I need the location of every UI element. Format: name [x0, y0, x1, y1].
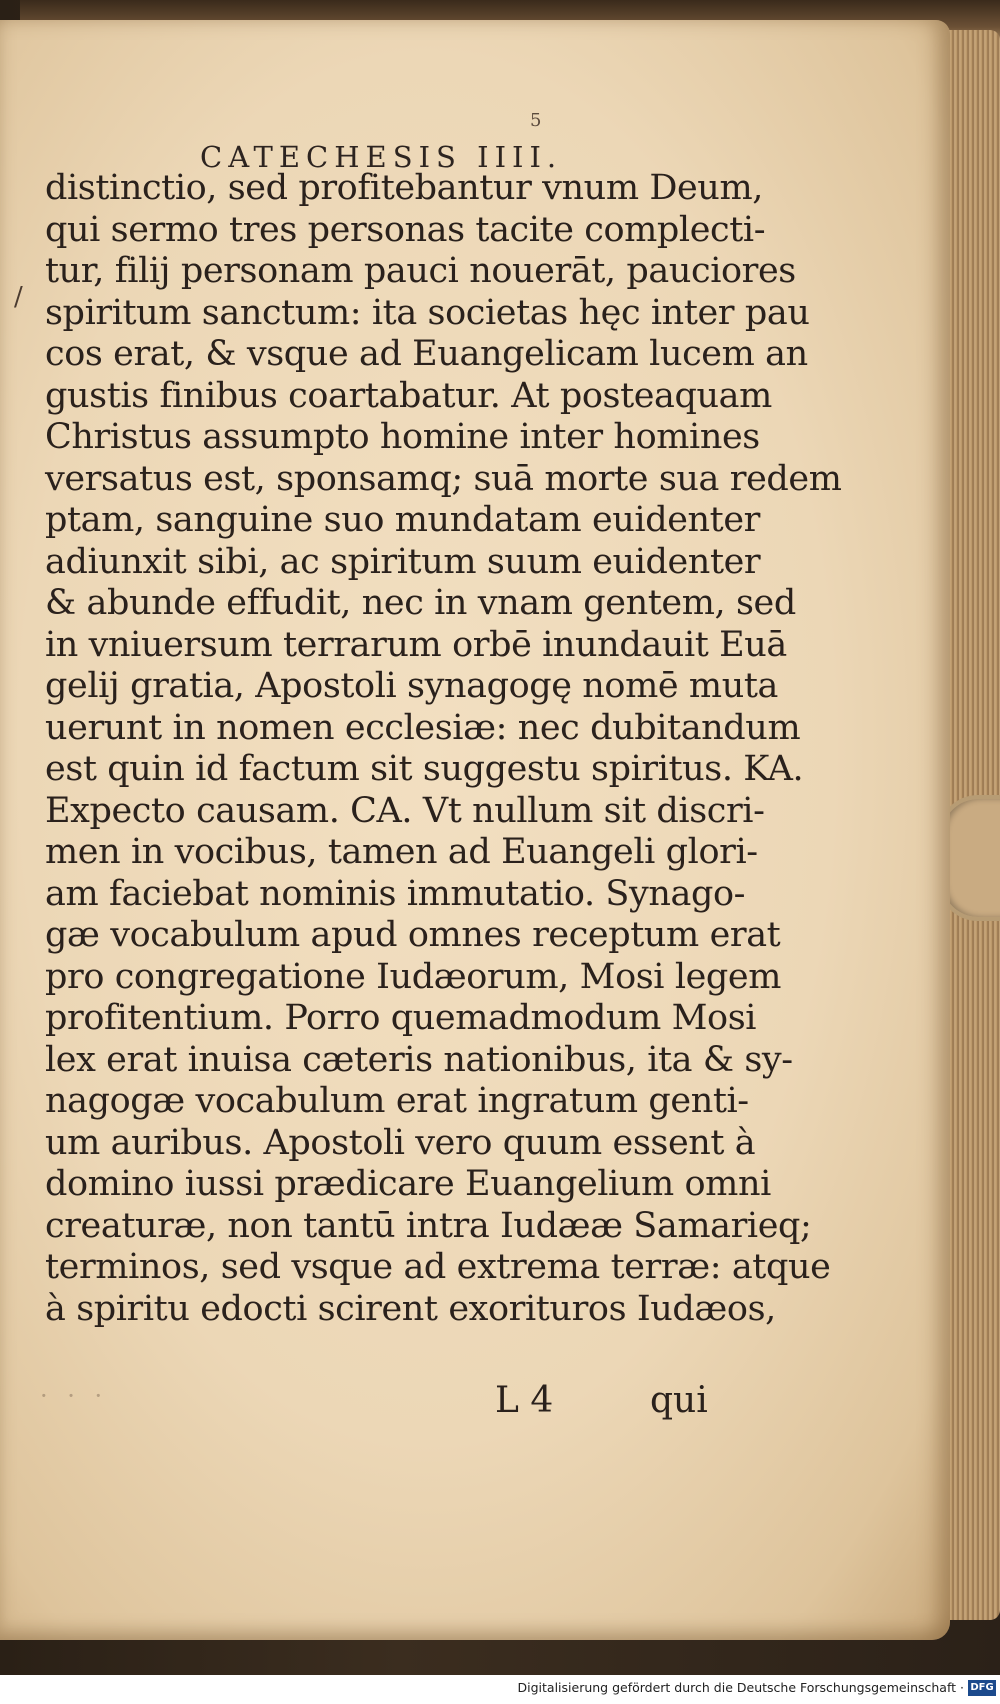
text-line: um auribus. Apostoli vero quum essent à	[45, 1122, 756, 1163]
text-line: uerunt in nomen ecclesiæ: nec dubitandum	[45, 707, 801, 748]
text-line: adiunxit sibi, ac spiritum suum euidenter	[45, 541, 761, 582]
body-text	[45, 168, 842, 1330]
margin-mark: /	[14, 282, 23, 312]
text-line: à spiritu edocti scirent exorituros Iudæos,	[45, 1288, 776, 1329]
text-line: am faciebat nominis immutatio. Synago-	[45, 873, 746, 914]
dfg-logo-icon: DFG	[968, 1680, 996, 1696]
text-line: domino iussi prædicare Euangelium omni	[45, 1164, 771, 1204]
book-page	[0, 20, 950, 1640]
text-line: est quin id factum sit suggestu spiritus. KA.	[45, 749, 804, 789]
text-line: profitentium. Porro quemadmodum Mosi	[45, 998, 757, 1038]
text-line: spiritum sanctum: ita societas hęc inter pau	[45, 292, 810, 333]
text-line: pro congregatione Iudæorum, Mosi legem	[45, 956, 782, 997]
text-line: distinctio, sed profitebantur vnum Deum,	[45, 168, 763, 208]
show-through-text: · · ·	[40, 1382, 109, 1410]
text-line: terminos, sed vsque ad extrema terræ: atque	[45, 1247, 831, 1287]
signature-mark-footer: L 4	[495, 1380, 554, 1421]
text-line: lex erat inuisa cæteris nationibus, ita & sy-	[45, 1039, 793, 1080]
text-line: men in vocibus, tamen ad Euangeli glori-	[45, 832, 758, 872]
text-line: gæ vocabulum apud omnes receptum erat	[45, 915, 781, 955]
text-line: Christus assumpto homine inter homines	[45, 417, 760, 457]
text-line: gustis finibus coartabatur. At posteaquam	[45, 375, 772, 416]
funding-credit: Digitalisierung gefördert durch die Deutsche Forschungsgemeinschaft ·	[517, 1680, 964, 1695]
text-line: cos erat, & vsque ad Euangelicam lucem an	[45, 334, 808, 374]
catchword: qui	[650, 1380, 708, 1421]
text-line: creaturæ, non tantū intra Iudææ Samarieq;	[45, 1205, 812, 1246]
credit-bar	[0, 1675, 1000, 1704]
signature-mark: 5	[530, 110, 542, 131]
text-line: ptam, sanguine suo mundatam euidenter	[45, 500, 760, 540]
text-line: nagogæ vocabulum erat ingratum genti-	[45, 1081, 749, 1121]
text-line: Expecto causam. CA. Vt nullum sit discri-	[45, 790, 765, 831]
text-line: gelij gratia, Apostoli synagogę nomē muta	[45, 666, 778, 706]
text-line: qui sermo tres personas tacite complecti-	[45, 209, 766, 250]
text-line: tur, filij personam pauci nouerāt, pauciores	[45, 251, 796, 291]
text-line: in vniuersum terrarum orbē inundauit Euā	[45, 624, 787, 665]
running-head: CATECHESIS IIII.	[200, 140, 563, 174]
text-line: & abunde effudit, nec in vnam gentem, sed	[45, 583, 796, 623]
text-line: versatus est, sponsamq; suā morte sua redem	[45, 458, 842, 499]
